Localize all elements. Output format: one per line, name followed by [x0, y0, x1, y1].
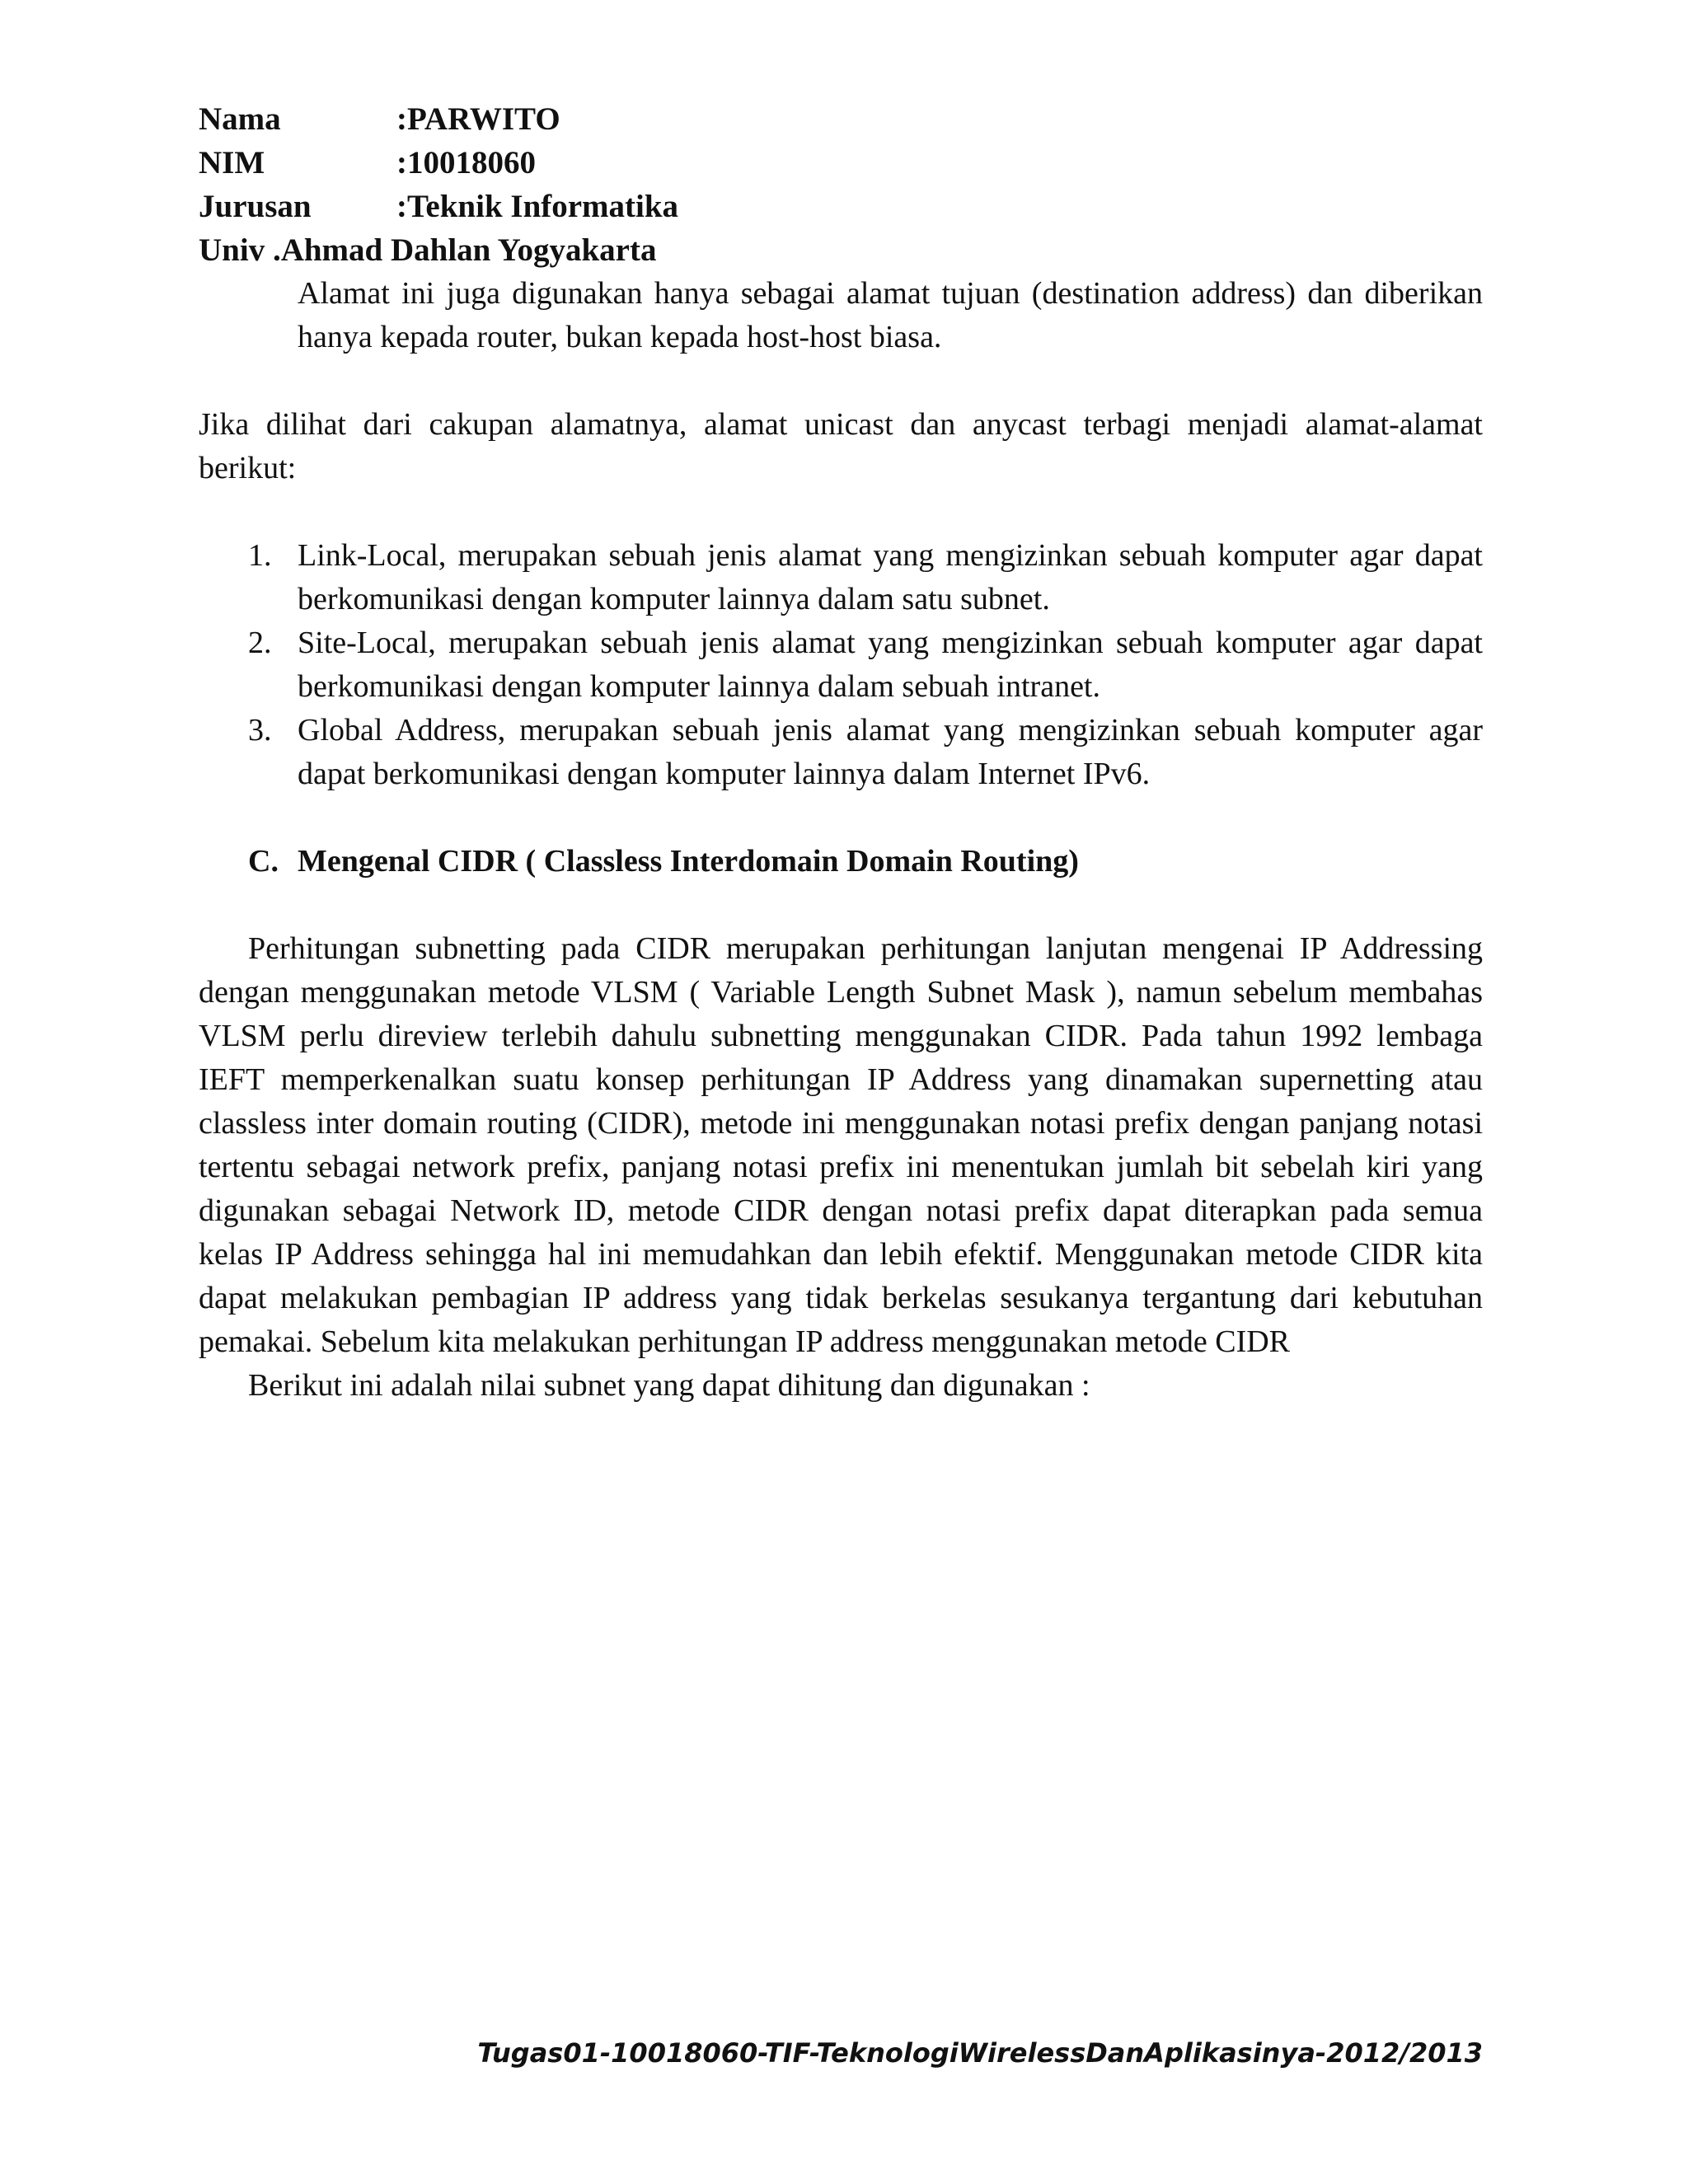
- spacer: [199, 490, 1483, 534]
- list-item-text: Site-Local, merupakan sebuah jenis alamat yang mengizinkan sebuah komputer agar dapat berkomunikasi dengan komputer lainnya dalam sebuah intranet.: [298, 626, 1483, 704]
- name-value: :PARWITO: [396, 101, 560, 137]
- section-letter: C.: [248, 844, 279, 879]
- major-label: Jurusan: [199, 189, 312, 224]
- header-major-row: [199, 185, 1483, 228]
- cidr-paragraph: Perhitungan subnetting pada CIDR merupakan perhitungan lanjutan mengenai IP Addressing dengan menggunakan metode VLSM ( Variable Length Subnet Mask ), namun sebelum membahas VLSM perlu direview terlebih dahulu subnetting menggunakan CIDR. Pada tahun 1992 lembaga IEFT memperkenalkan suatu konsep perhitungan IP Address yang dinamakan supernetting atau classless inter domain routing (CIDR), metode ini menggunakan notasi prefix dengan panjang notasi tertentu sebagai network prefix, panjang notasi prefix ini menentukan jumlah bit sebelah kiri yang digunakan sebagai Network ID, metode CIDR dengan notasi prefix dapat diterapkan pada semua kelas IP Address sehingga hal ini memudahkan dan lebih efektif. Menggunakan metode CIDR kita dapat melakukan pembagian IP address yang tidak berkelas sesukanya tergantung dari kebutuhan pemakai. Sebelum kita melakukan perhitungan IP address menggunakan metode CIDR: [199, 931, 1483, 1359]
- intro-paragraph: Alamat ini juga digunakan hanya sebagai alamat tujuan (destination address) dan diberikan hanya kepada router, bukan kepada host-host biasa.: [298, 276, 1483, 354]
- list-item: [199, 534, 1483, 621]
- closing-paragraph: Berikut ini adalah nilai subnet yang dapat dihitung dan digunakan :: [248, 1368, 1090, 1403]
- scope-paragraph: Jika dilihat dari cakupan alamatnya, alamat unicast dan anycast terbagi menjadi alamat-alamat berikut:: [199, 407, 1483, 485]
- list-item-text: Link-Local, merupakan sebuah jenis alamat yang mengizinkan sebuah komputer agar dapat berkomunikasi dengan komputer lainnya dalam satu subnet.: [298, 538, 1483, 616]
- nim-label: NIM: [199, 145, 265, 180]
- major-value: :Teknik Informatika: [396, 189, 679, 224]
- header-nim-row: [199, 141, 1483, 185]
- header-name-row: [199, 97, 1483, 141]
- document-page: [199, 97, 1483, 1408]
- university-line: Univ .Ahmad Dahlan Yogyakarta: [199, 232, 657, 268]
- list-item: [199, 709, 1483, 796]
- list-item-text: Global Address, merupakan sebuah jenis alamat yang mengizinkan sebuah komputer agar dapat berkomunikasi dengan komputer lainnya dalam Internet IPv6.: [298, 713, 1483, 791]
- list-item: [199, 621, 1483, 709]
- section-title-text: Mengenal CIDR ( Classless Interdomain Domain Routing): [298, 844, 1079, 879]
- spacer: [199, 359, 1483, 403]
- list-item-number: 2.: [248, 626, 272, 660]
- spacer: [199, 796, 1483, 840]
- page-footer: Tugas01-10018060-TIF-TeknologiWirelessDanAplikasinya-2012/2013: [477, 2037, 1483, 2069]
- name-label: Nama: [199, 101, 281, 137]
- section-heading: [199, 840, 1483, 883]
- list-item-number: 3.: [248, 713, 272, 748]
- nim-value: :10018060: [396, 145, 536, 180]
- list-item-number: 1.: [248, 538, 272, 573]
- spacer: [199, 883, 1483, 927]
- address-scope-list: [199, 534, 1483, 796]
